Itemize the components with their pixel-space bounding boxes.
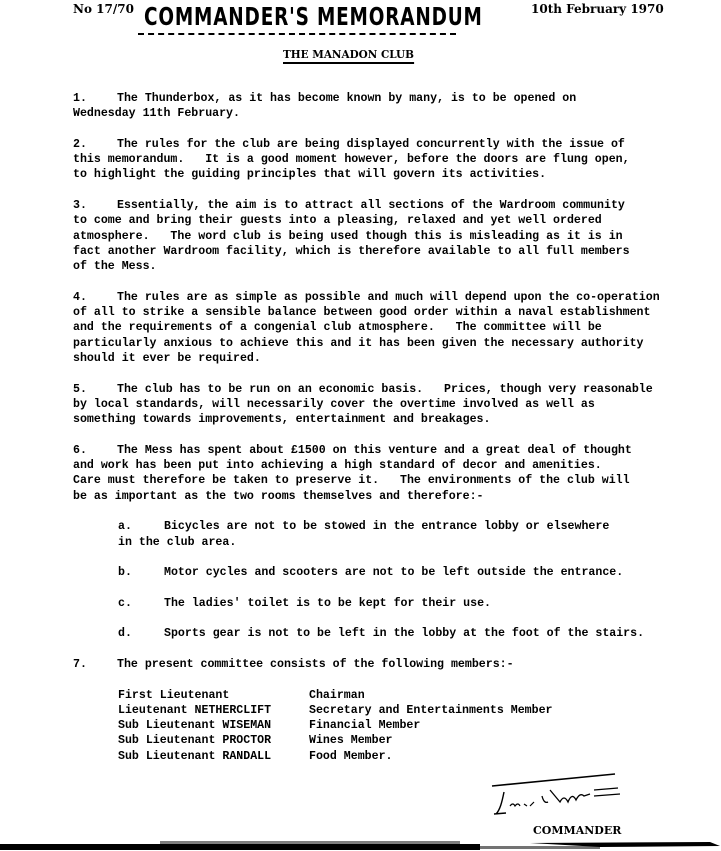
paragraph-text: The rules are as simple as possible and much will depend upon the co-operation of all to strike a sensible balance between good order within a naval establishment and the requirements of a congenial club atmosphere. The committee will be particularly anxious to achieve this and it has been given the necessary authority should it ever be required. [73, 290, 660, 366]
memorandum-title: COMMANDER'S MEMORANDUM [144, 2, 483, 31]
title-underline [138, 33, 456, 35]
signatory-title: COMMANDER [533, 824, 622, 837]
paragraph-text: Essentially, the aim is to attract all sections of the Wardroom community to come and bring their guests into a pleasing, relaxed and yet well ordered atmosphere. The word club is being used though this is misleading as it is in fact another Wardroom facility, which is therefore available to all full members of the Mess. [73, 199, 630, 274]
member-role: Financial Member [309, 719, 421, 733]
paragraph-number: 7. [73, 657, 87, 671]
rule-text: Motor cycles and scooters are not to be left outside the entrance. [164, 566, 624, 580]
rule-letter: c. [118, 596, 132, 610]
memorandum-body [73, 91, 693, 779]
rule-text: Sports gear is not to be left in the lobby at the foot of the stairs. [164, 627, 645, 641]
paragraph-number: 5. [73, 382, 87, 396]
paragraph-number: 2. [73, 137, 87, 151]
rule-letter: b. [118, 566, 132, 580]
member-role: Secretary and Entertainments Member [309, 703, 553, 717]
scan-bottom-edge [0, 840, 721, 851]
rule-item-d [118, 626, 693, 641]
paragraph-7 [73, 657, 693, 672]
member-rank: Lieutenant NETHERCLIFT [118, 703, 272, 717]
rule-letter: a. [118, 520, 132, 534]
document-date: 10th February 1970 [531, 2, 664, 16]
paragraph-5 [73, 382, 693, 428]
member-rank: Sub Lieutenant WISEMAN [118, 719, 272, 733]
member-role: Chairman [309, 688, 365, 702]
committee-member [118, 733, 693, 748]
paragraph-text: The rules for the club are being displayed concurrently with the issue of this memorandum. It is a good moment however, before the doors are flung open, to highlight the guiding principles that will govern its activities. [73, 137, 630, 182]
rule-item-b [118, 565, 693, 580]
rule-letter: d. [118, 627, 132, 641]
paragraph-text: The Thunderbox, as it has become known by many, is to be opened on Wednesday 11th February. [73, 92, 577, 121]
paragraph-number: 3. [73, 199, 87, 213]
paragraph-number: 1. [73, 92, 87, 105]
rule-item-a [118, 519, 693, 550]
rule-item-c [118, 596, 693, 611]
paragraph-text: The present committee consists of the following members:- [117, 657, 514, 671]
document-number: No 17/70 [73, 2, 134, 16]
signature-icon [490, 770, 630, 820]
paragraph-1 [73, 91, 693, 122]
committee-member [118, 718, 693, 733]
committee-member [118, 703, 693, 718]
paragraph-number: 6. [73, 443, 87, 457]
committee-member [118, 688, 693, 703]
paragraph-4 [73, 290, 693, 366]
paragraph-text: The club has to be run on an economic basis. Prices, though very reasonable by local standards, will necessarily cover the overtime involved as well as something towards improvements, entertainment and breakages. [73, 382, 653, 427]
paragraph-2 [73, 137, 693, 183]
rule-text: Bicycles are not to be stowed in the entrance lobby or elsewhere in the club area. [118, 520, 610, 549]
committee-list [118, 688, 693, 764]
member-rank: Sub Lieutenant RANDALL [118, 749, 272, 763]
member-rank: Sub Lieutenant PROCTOR [118, 734, 272, 748]
memorandum-subject: THE MANADON CLUB [283, 48, 414, 64]
rules-list [118, 519, 693, 641]
rule-text: The ladies' toilet is to be kept for their use. [164, 596, 491, 610]
paragraph-6 [73, 443, 693, 504]
committee-member [118, 749, 693, 764]
paragraph-number: 4. [73, 290, 87, 304]
paragraph-text: The Mess has spent about £1500 on this venture and a great deal of thought and work has been put into achieving a high standard of decor and amenities. Care must therefore be taken to preserve it. The environments of the club will be as important as the two rooms themselves and therefore:- [73, 443, 632, 503]
member-rank: First Lieutenant [118, 688, 230, 702]
member-role: Wines Member [309, 734, 393, 748]
paragraph-3 [73, 198, 693, 274]
member-role: Food Member. [309, 749, 393, 763]
